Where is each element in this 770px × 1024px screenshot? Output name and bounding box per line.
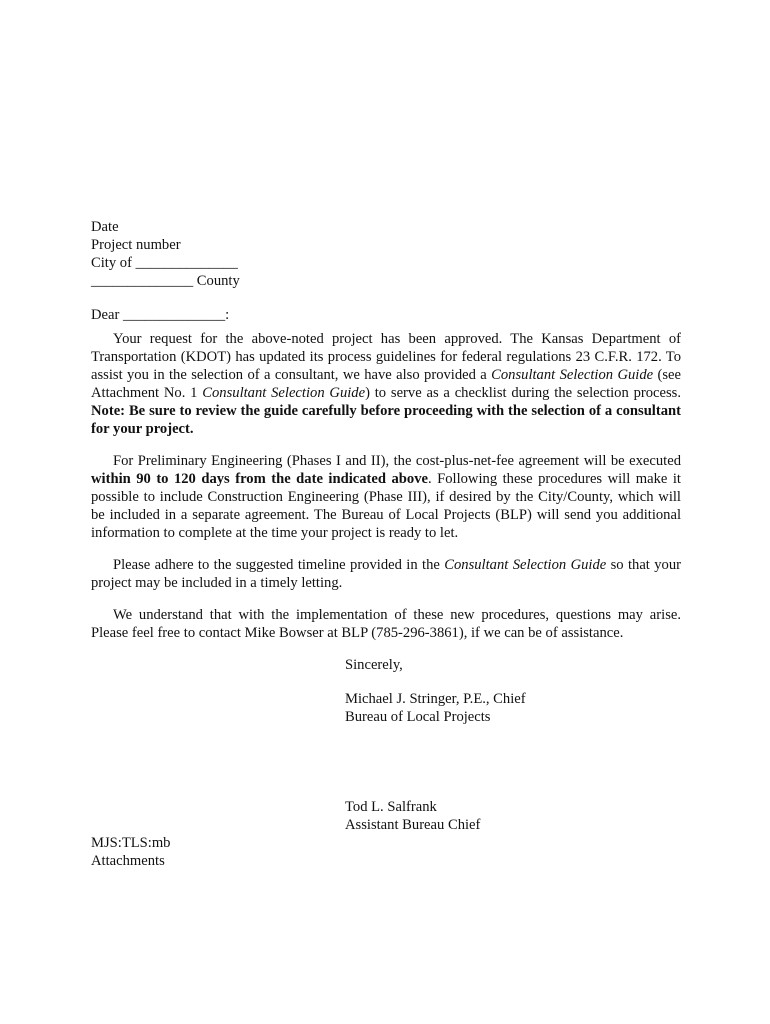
paragraph-text: ) to serve as a checklist during the selection process.	[365, 385, 681, 401]
signer2-name: Tod L. Salfrank	[345, 799, 437, 815]
address-block	[91, 218, 681, 290]
signature-block	[345, 656, 681, 834]
paragraph-engineering	[91, 452, 681, 542]
paragraph-text: Your request for the above-noted project has been approved. The Kansas Department of Transportation (KDOT) has updated its process guidelines for federal regulations 23 C.F.R. 172. To assist you in the selection of a consultant, we have also provided a	[91, 331, 681, 383]
guide-title: Consultant Selection Guide	[444, 557, 607, 573]
salutation: Dear ______________:	[91, 307, 230, 323]
paragraph-text: Please adhere to the suggested timeline provided in the	[113, 557, 445, 573]
paragraph-text: For Preliminary Engineering (Phases I and II), the cost-plus-net-fee agreement will be executed	[113, 453, 681, 469]
reference-initials: MJS:TLS:mb	[91, 835, 171, 851]
guide-title: Consultant Selection Guide	[491, 367, 654, 383]
project-number-label: Project number	[91, 237, 181, 253]
paragraph-text: (see Attachment No. 1	[91, 367, 681, 401]
attachments-label: Attachments	[91, 853, 165, 869]
county-line: ______________ County	[91, 273, 240, 289]
guide-title: Consultant Selection Guide	[202, 385, 366, 401]
paragraph-text: so that your project may be included in a timely letting.	[91, 557, 681, 591]
date-label: Date	[91, 219, 119, 235]
signer2-title: Assistant Bureau Chief	[345, 817, 481, 833]
signer1-name: Michael J. Stringer, P.E., Chief	[345, 691, 526, 707]
deadline-text: within 90 to 120 days from the date indicated above	[91, 471, 428, 487]
signer1-title: Bureau of Local Projects	[345, 709, 491, 725]
note-text: Note: Be sure to review the guide carefully before proceeding with the selection of a consultant for your project.	[91, 403, 681, 437]
closing: Sincerely,	[345, 657, 403, 673]
paragraph-timeline	[91, 556, 681, 592]
city-line: City of ______________	[91, 255, 238, 271]
paragraph-text: . Following these procedures will make it possible to include Construction Engineering (Phase III), if desired by the City/County, which will be included in a separate agreement. The Bureau of Local Projects (BLP) will send you additional information to complete at the time your project is ready to let.	[91, 471, 681, 541]
paragraph-approval	[91, 330, 681, 438]
paragraph-text: We understand that with the implementation of these new procedures, questions may arise. Please feel free to contact Mike Bowser at BLP (785-296-3861), if we can be of assistance.	[91, 607, 681, 641]
paragraph-contact	[91, 606, 681, 642]
reference-block	[91, 834, 681, 870]
letter-body	[91, 218, 681, 870]
